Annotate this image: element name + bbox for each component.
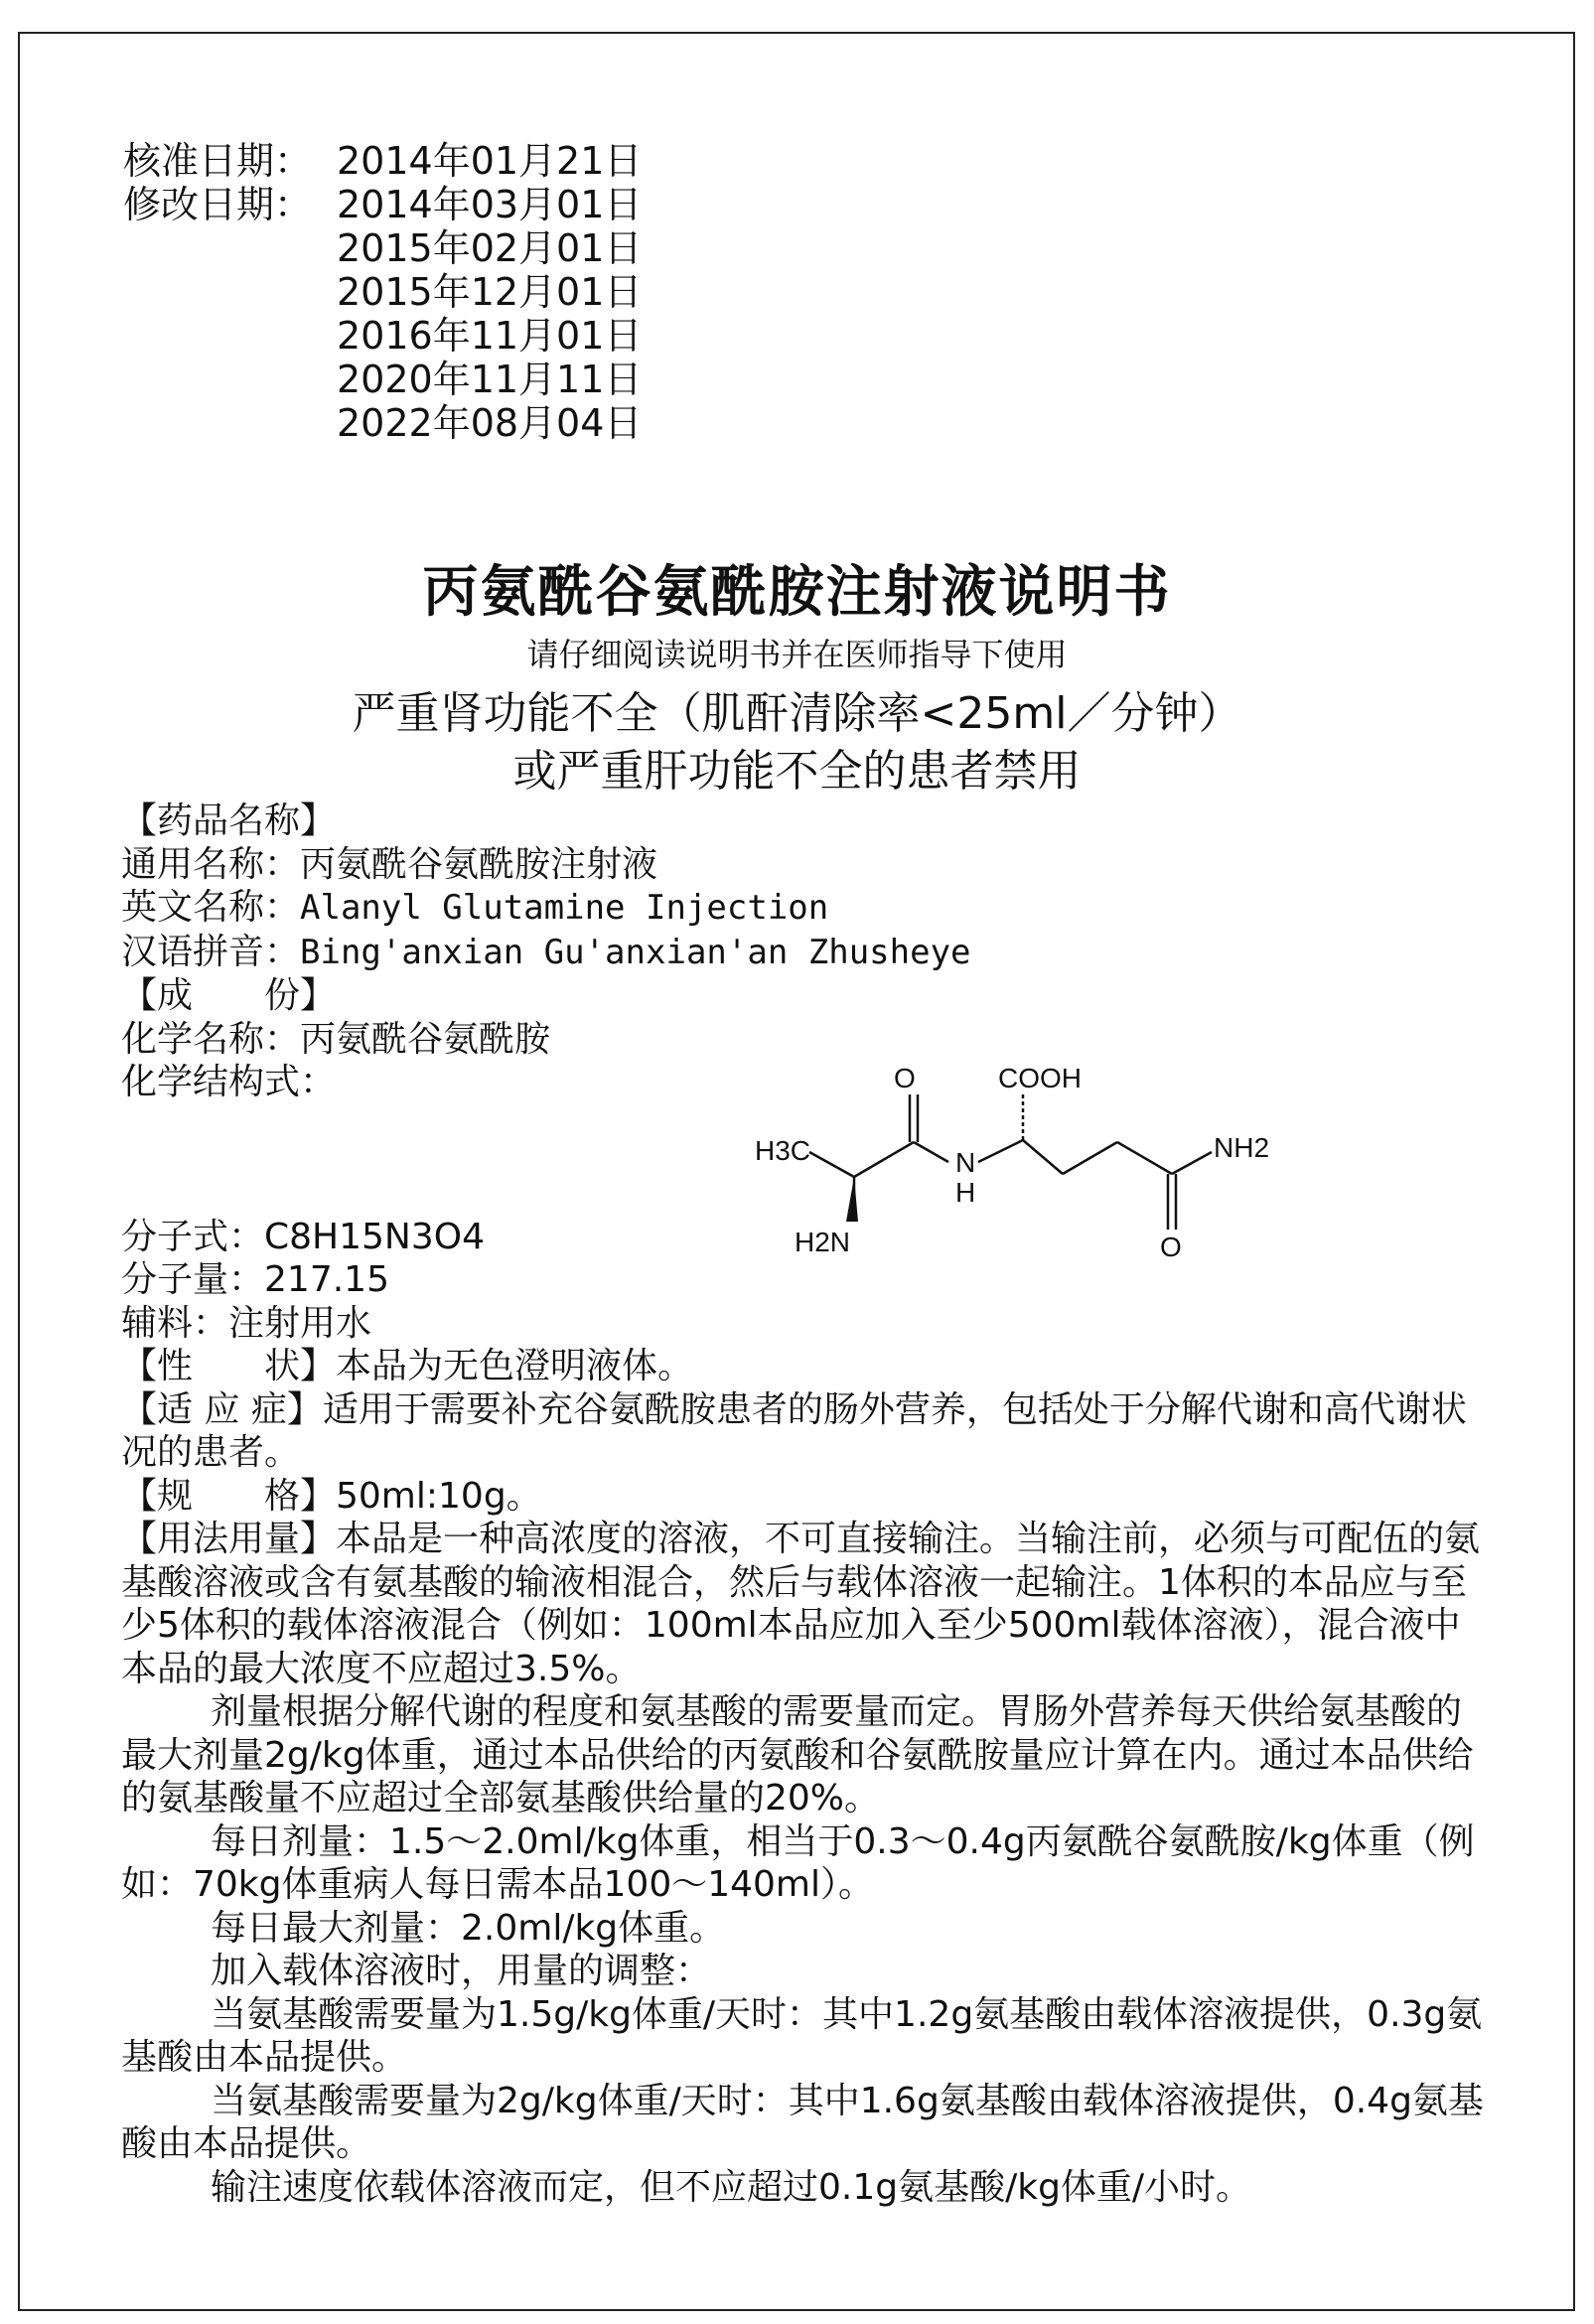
molecular-formula-label: 分子式： (121, 1216, 265, 1257)
approval-date-label: 核准日期： (123, 139, 313, 183)
atom-label: N (955, 1147, 976, 1178)
date-block (123, 139, 642, 445)
revision-date: 2016年11月01日 (337, 314, 643, 358)
wedge-bond (846, 1177, 858, 1222)
revision-date: 2020年11月11日 (337, 358, 643, 401)
usage-paragraph: 加入载体溶液时，用量的调整： (211, 1951, 712, 1991)
molecular-weight-label: 分子量： (121, 1259, 265, 1300)
contraindication-warning-line1: 严重肾功能不全（肌酐清除率<25ml／分钟） (352, 688, 1242, 739)
atom-label: H2N (795, 1227, 851, 1257)
chemical-name: 化学名称：丙氨酰谷氨酰胺 (121, 1018, 551, 1060)
usage-paragraph: 当氨基酸需要量为1.5g/kg体重/天时：其中1.2g氨基酸由载体溶液提供，0.3g氨基酸由本品提供。 (121, 1993, 1483, 2078)
specification: 【规 格】50ml:10g。 (121, 1475, 542, 1517)
usage-paragraph: 输注速度依载体溶液而定，但不应超过0.1g氨基酸/kg体重/小时。 (211, 2166, 1252, 2208)
revision-date: 2015年12月01日 (337, 270, 643, 314)
revision-date: 2015年02月01日 (337, 226, 643, 270)
revision-date-label: 修改日期： (123, 183, 313, 226)
usage-paragraph: 当氨基酸需要量为2g/kg体重/天时：其中1.6g氨基酸由载体溶液提供，0.4g氨基酸由本品提供。 (121, 2080, 1484, 2164)
molecular-weight: 217.15 (264, 1259, 389, 1300)
english-name-row (121, 886, 1492, 931)
usage-paragraph: 每日剂量：1.5～2.0ml/kg体重，相当于0.3～0.4g丙氨酰谷氨酰胺/kg体重（例如：70kg体重病人每日需本品100～140ml）。 (121, 1820, 1475, 1905)
molecular-formula: C8H15N3O4 (264, 1216, 486, 1257)
generic-name: 通用名称：丙氨酰谷氨酰胺注射液 (121, 843, 658, 885)
atom-label: O (894, 1063, 916, 1093)
revision-date: 2014年03月01日 (337, 183, 643, 226)
document-title: 丙氨酰谷氨酰胺注射液说明书 (422, 560, 1172, 625)
structure-bonds (809, 1092, 1212, 1230)
usage-paragraph: 每日最大剂量：2.0ml/kg体重。 (211, 1907, 726, 1949)
atom-label: NH2 (1214, 1132, 1270, 1163)
contraindication-warning-line2: 或严重肝功能不全的患者禁用 (512, 746, 1082, 797)
pinyin-name: Bing'anxian Gu'anxian'an Zhusheye (300, 932, 971, 972)
atom-label: H3C (755, 1135, 811, 1166)
approval-date: 2014年01月21日 (337, 139, 643, 183)
indications: 【适 应 症】适用于需要补充谷氨酰胺患者的肠外营养，包括处于分解代谢和高代谢状况的患者。 (121, 1388, 1467, 1473)
chemical-structure-diagram (735, 1053, 1291, 1301)
properties: 【性 状】本品为无色澄明液体。 (121, 1346, 694, 1386)
pinyin-label: 汉语拼音： (121, 931, 301, 972)
atom-label: H (955, 1177, 976, 1208)
structure-label: 化学结构式： (121, 1062, 337, 1102)
usage-paragraph: 【用法用量】本品是一种高浓度的溶液，不可直接输注。当输注前，必须与可配伍的氨基酸溶液或含有氨基酸的输液相混合，然后与载体溶液一起输注。1体积的本品应与至少5体积的载体溶液混合（例如：100ml本品应加入至少500ml载体溶液），混合液中本品的最大浓度不应超过3.5%。 (121, 1519, 1481, 1689)
usage-paragraph: 剂量根据分解代谢的程度和氨基酸的需要量而定。胃肠外营养每天供给氨基酸的最大剂量2g/kg体重，通过本品供给的丙氨酸和谷氨酰胺量应计算在内。通过本品供给的氨基酸量不应超过全部氨基酸供给量的20%。 (121, 1691, 1474, 1818)
pinyin-row (121, 931, 1492, 975)
atom-label: COOH (998, 1063, 1082, 1093)
english-name-label: 英文名称： (121, 887, 301, 928)
section-header-composition: 【成 份】 (121, 975, 337, 1016)
section-header-drug-name: 【药品名称】 (121, 800, 337, 841)
revision-date: 2022年08月04日 (337, 401, 643, 445)
excipient: 辅料：注射用水 (121, 1302, 372, 1344)
document-body (121, 799, 1492, 2209)
atom-label: O (1160, 1232, 1182, 1262)
english-name: Alanyl Glutamine Injection (300, 888, 829, 928)
document-subtitle: 请仔细阅读说明书并在医师指导下使用 (526, 636, 1068, 673)
